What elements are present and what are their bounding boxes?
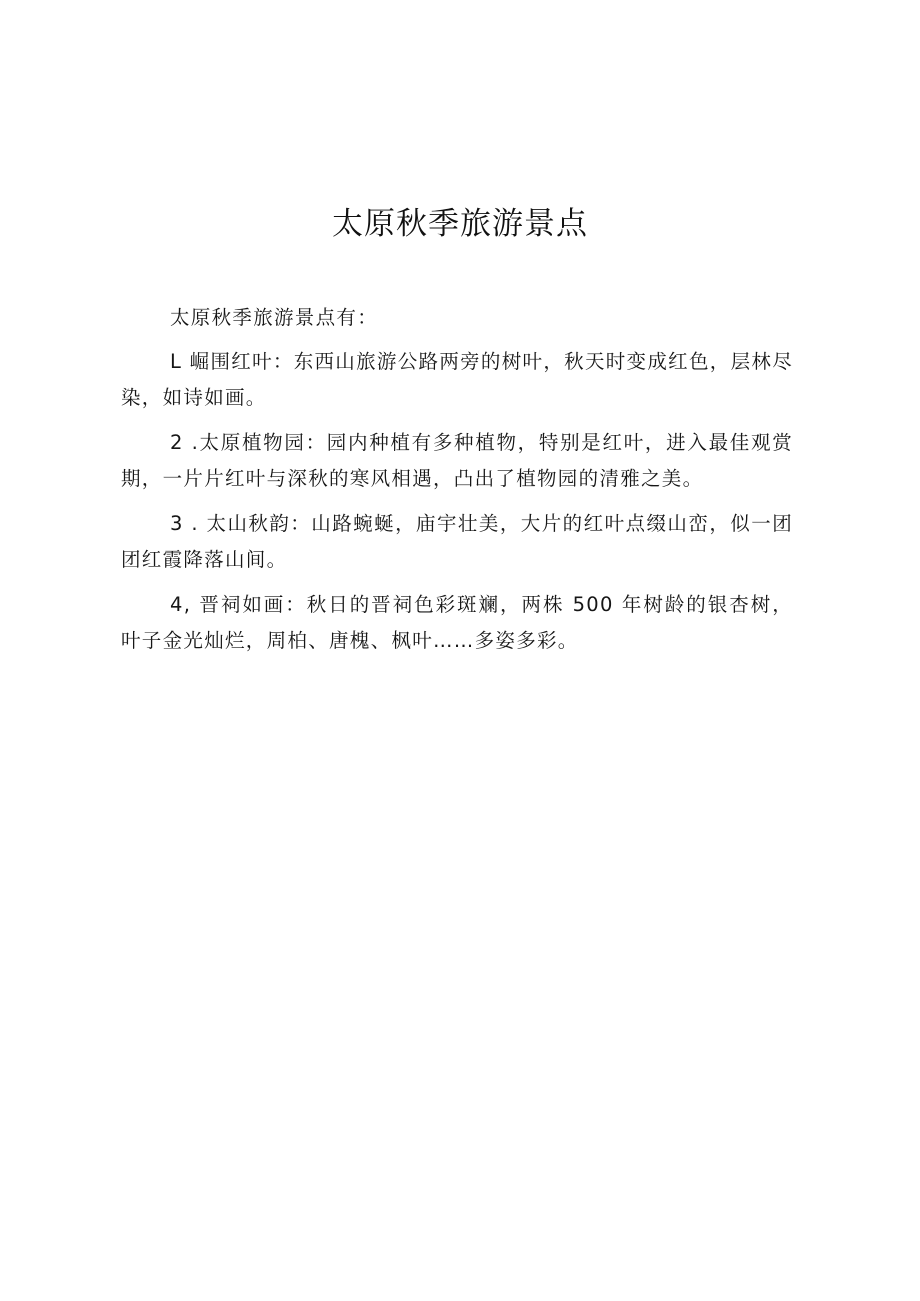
list-item-4: 4, 晋祠如画：秋日的晋祠色彩斑斓，两株 500 年树龄的银杏树，叶子金光灿烂，周柏、唐槐、枫叶……多姿多彩。 [121, 592, 793, 652]
document-body [121, 300, 793, 668]
list-item-1: L 崛围红叶：东西山旅游公路两旁的树叶，秋天时变成红色，层林尽染，如诗如画。 [121, 349, 793, 409]
list-item-2: 2 .太原植物园：园内种植有多种植物，特别是红叶，进入最佳观赏期，一片片红叶与深秋的寒风相遇，凸出了植物园的清雅之美。 [121, 430, 793, 490]
intro-paragraph: 太原秋季旅游景点有： [170, 306, 379, 329]
list-item-3: 3 . 太山秋韵：山路蜿蜒，庙宇壮美，大片的红叶点缀山峦，似一团团红霞降落山间。 [121, 511, 793, 571]
document-title: 太原秋季旅游景点 [332, 206, 588, 242]
